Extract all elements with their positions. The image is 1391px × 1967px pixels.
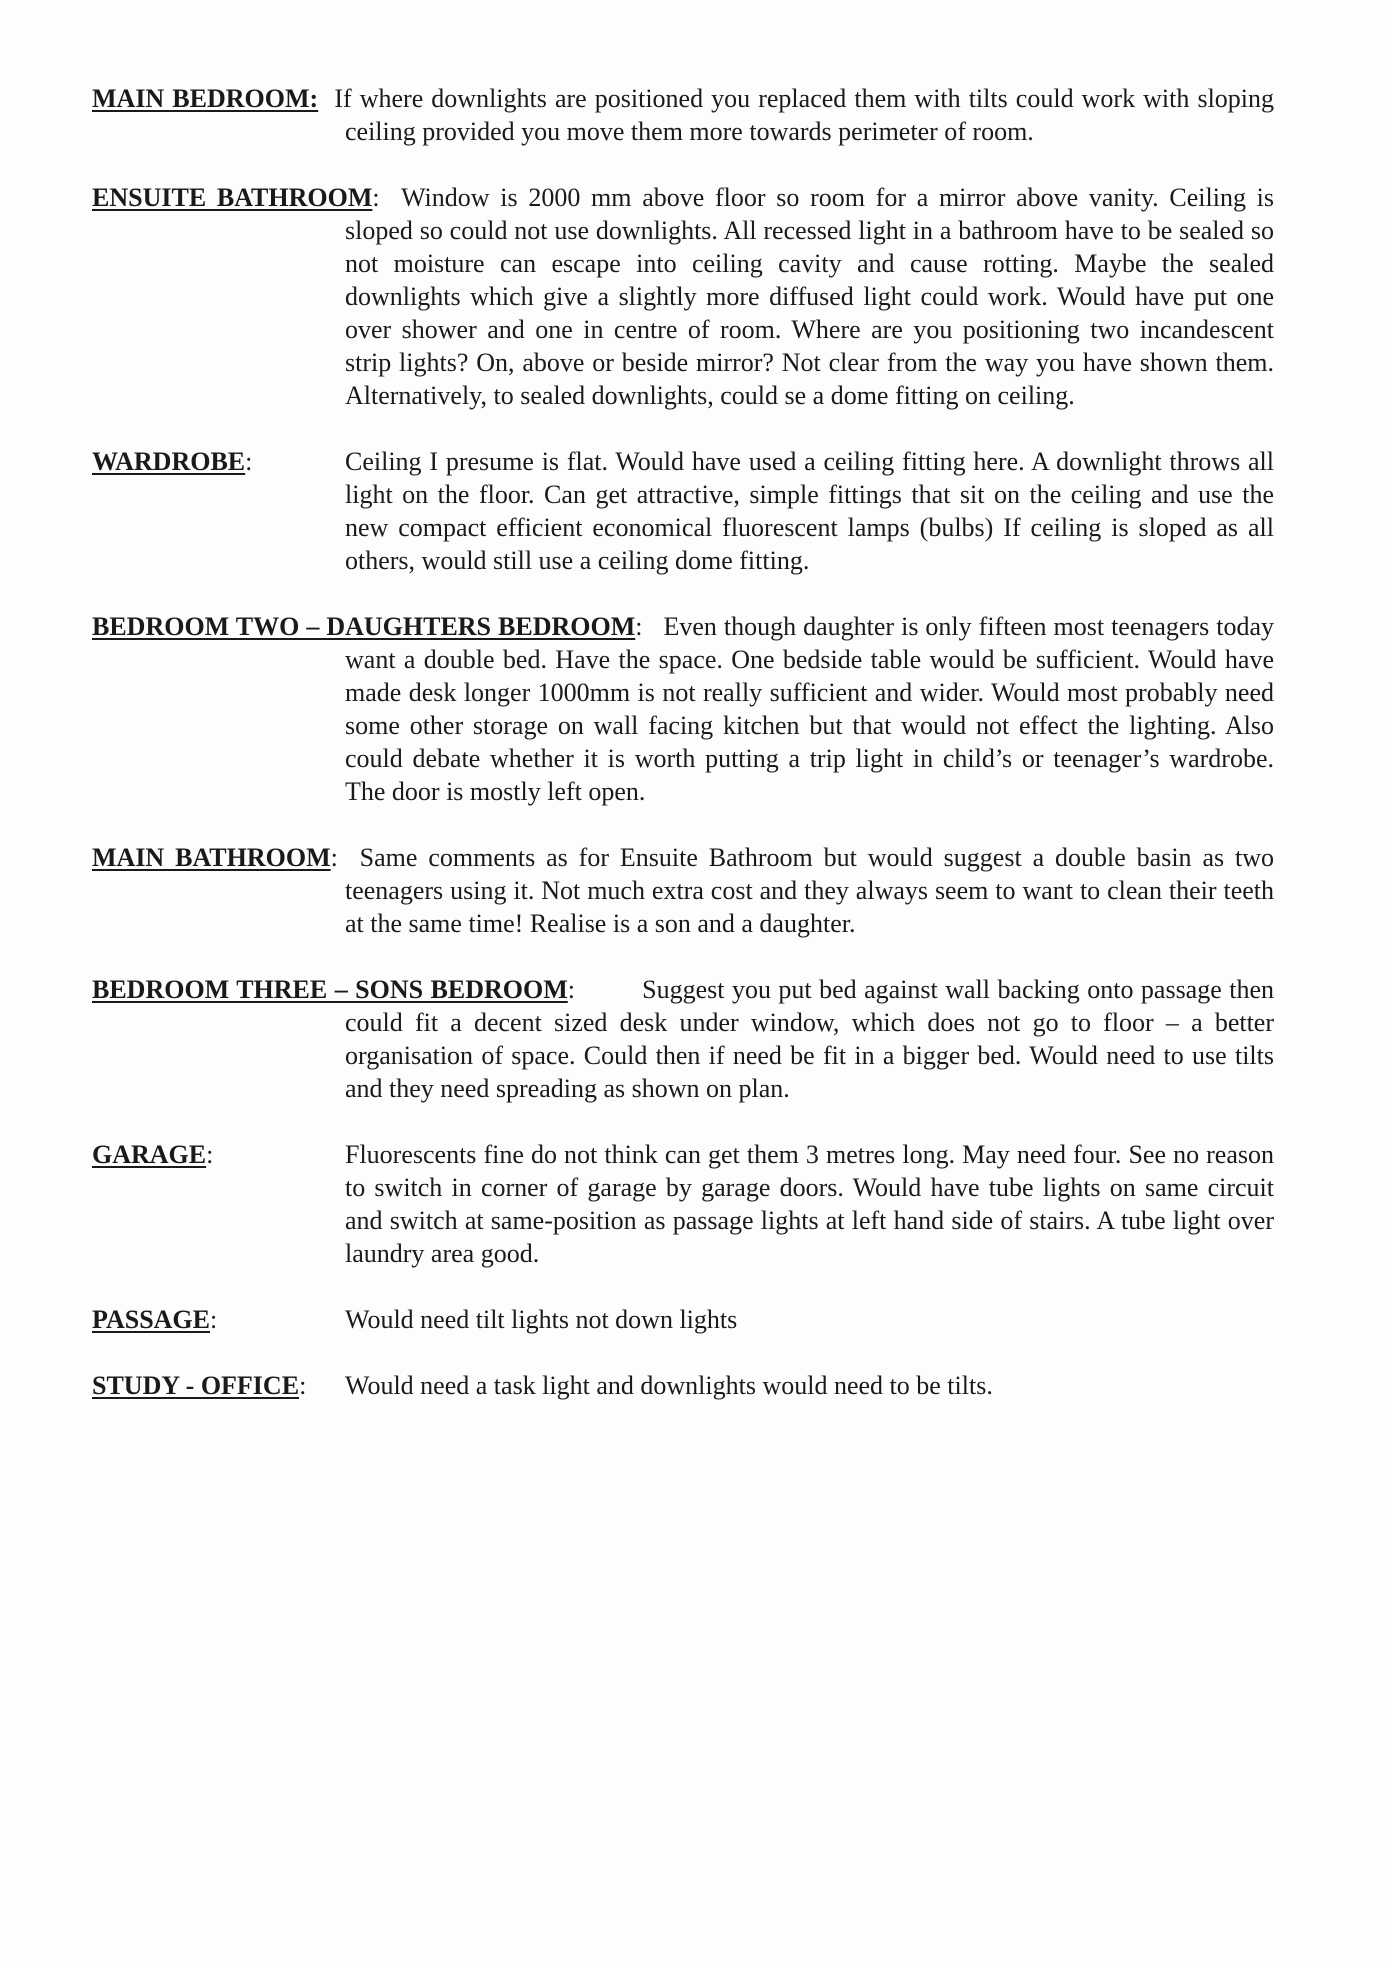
entry-colon: :	[635, 612, 643, 641]
entry-label	[92, 1369, 345, 1402]
entry-label	[92, 1303, 345, 1336]
entry-heading: MAIN BEDROOM:	[92, 84, 319, 113]
entry-text: Suggest you put bed against wall backing onto passage then could fit a decent sized desk under window, which does not go to floor – a better organisation of space. Could then if need be fit in a bigger bed. Would need to use tilts and they need spreading as shown on plan.	[345, 975, 1274, 1103]
entry-text: Fluorescents fine do not think can get them 3 metres long. May need four. See no reason to switch in corner of garage by garage doors. Would have tube lights on same circuit and switch at same-position as passage lights at left hand side of stairs. A tube light over laundry area good.	[345, 1140, 1274, 1268]
entry-colon: :	[206, 1140, 214, 1169]
entry-passage	[92, 1303, 1274, 1336]
entry-heading: PASSAGE	[92, 1305, 210, 1334]
entry-colon: :	[372, 183, 380, 212]
entry-text: Same comments as for Ensuite Bathroom but would suggest a double basin as two teenagers using it. Not much extra cost and they always seem to want to clean their teeth at the same time! Realise is a son and a daughter.	[345, 843, 1275, 938]
entry-colon: :	[567, 975, 576, 1004]
entry-text: Window is 2000 mm above floor so room for a mirror above vanity. Ceiling is sloped so could not use downlights. All recessed light in a bathroom have to be sealed so not moisture can escape into ceiling cavity and cause rotting. Maybe the sealed downlights which give a slightly more diffused light could work. Would have put one over shower and one in centre of room. Where are you positioning two incandescent strip lights? On, above or beside mirror? Not clear from the way you have shown them. Alternatively, to sealed downlights, could se a dome fitting on ceiling.	[345, 183, 1274, 410]
entry-study-office	[92, 1369, 1274, 1402]
entry-text: Would need tilt lights not down lights	[345, 1305, 738, 1334]
entry-heading: BEDROOM TWO – DAUGHTERS BEDROOM	[92, 612, 636, 641]
entry-heading: WARDROBE	[92, 447, 246, 476]
entry-label	[92, 445, 345, 478]
entry-text: If where downlights are positioned you replaced them with tilts could work with sloping ceiling provided you move them more towards perimeter of room.	[334, 84, 1275, 146]
entry-colon: :	[330, 843, 338, 872]
entry-heading: BEDROOM THREE – SONS BEDROOM	[92, 975, 568, 1004]
entry-text: Ceiling I presume is flat. Would have used a ceiling fitting here. A downlight throws all light on the floor. Can get attractive, simple fittings that sit on the ceiling and use the new compact efficient economical fluorescent lamps (bulbs) If ceiling is sloped as all others, would still use a ceiling dome fitting.	[345, 447, 1274, 575]
entry-main-bathroom	[92, 841, 1274, 940]
entry-heading: MAIN BATHROOM	[92, 843, 331, 872]
entry-main-bedroom	[92, 82, 1274, 148]
entry-colon: :	[210, 1305, 218, 1334]
entry-heading: GARAGE	[92, 1140, 207, 1169]
entry-garage	[92, 1138, 1274, 1270]
entry-text: Even though daughter is only fifteen most teenagers today want a double bed. Have the space. One bedside table would be sufficient. Would have made desk longer 1000mm is not really sufficient and wider. Would most probably need some other storage on wall facing kitchen but that would not effect the lighting. Also could debate whether it is worth putting a trip light in child’s or teenager’s wardrobe. The door is mostly left open.	[345, 612, 1274, 806]
entry-text: Would need a task light and downlights would need to be tilts.	[345, 1371, 993, 1400]
entry-wardrobe	[92, 445, 1274, 577]
entry-label	[92, 1138, 345, 1171]
entry-ensuite-bathroom	[92, 181, 1274, 412]
document-body	[92, 82, 1274, 1402]
entry-bedroom-two	[92, 610, 1274, 808]
entry-colon: :	[245, 447, 253, 476]
entry-colon: :	[299, 1371, 307, 1400]
entry-heading: STUDY - OFFICE	[92, 1371, 300, 1400]
entry-heading: ENSUITE BATHROOM	[92, 183, 373, 212]
entry-bedroom-three	[92, 973, 1274, 1105]
